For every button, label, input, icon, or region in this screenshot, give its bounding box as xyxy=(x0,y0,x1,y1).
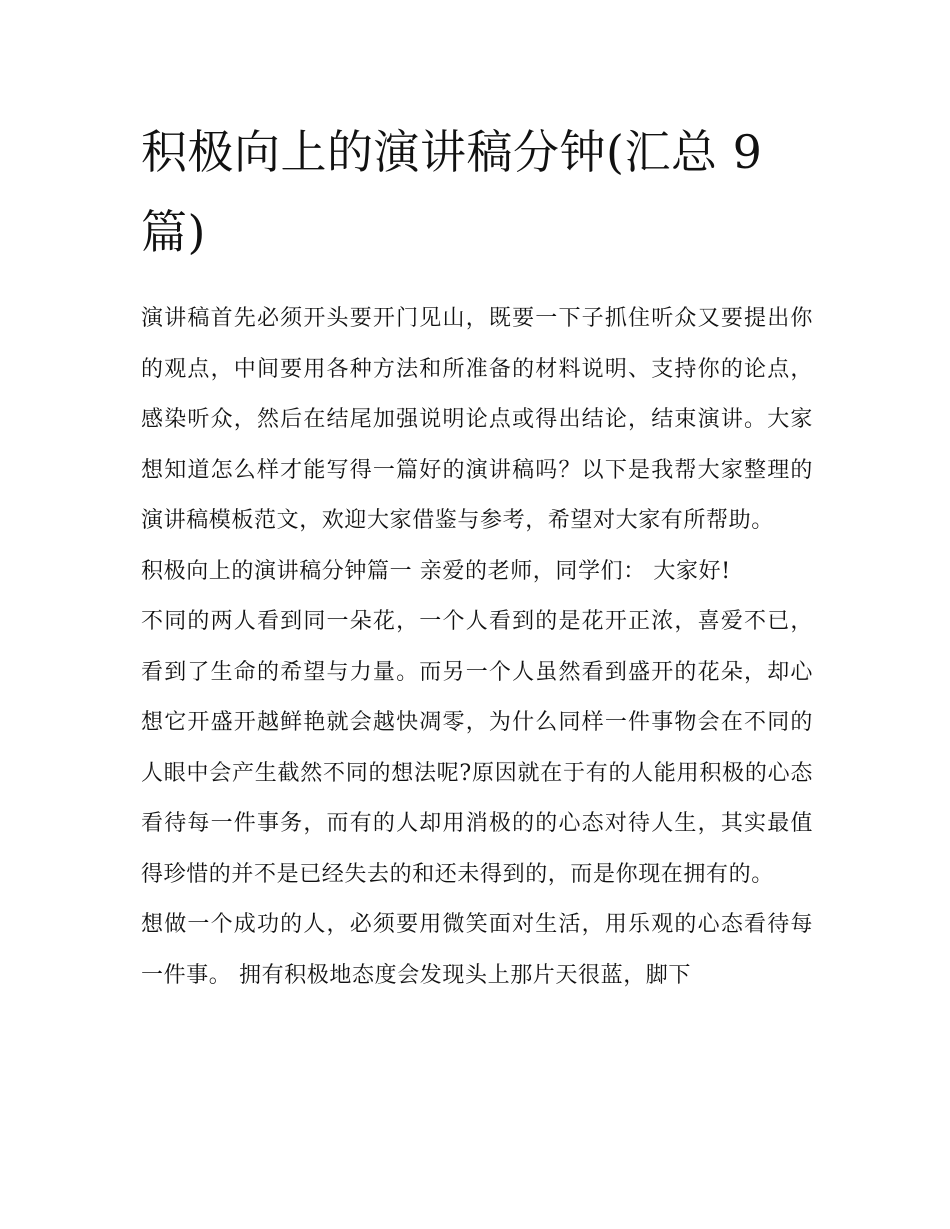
body-paragraph: 想做一个成功的人，必须要用微笑面对生活，用乐观的心态看待每一件事。 拥有积极地态度会发现头上那片天很蓝，脚下 xyxy=(141,912,813,988)
document-content xyxy=(141,112,813,1001)
intro-paragraph: 演讲稿首先必须开头要开门见山，既要一下子抓住听众又要提出你的观点，中间要用各种方法和所准备的材料说明、支持你的论点，感染听众，然后在结尾加强说明论点或得出结论，结束演讲。大家想知道怎么样才能写得一篇好的演讲稿吗？以下是我帮大家整理的演讲稿模板范文，欢迎大家借鉴与参考，希望对大家有所帮助。 xyxy=(141,306,813,533)
section-heading-paragraph: 积极向上的演讲稿分钟篇一 亲爱的老师，同学们： 大家好! xyxy=(141,558,731,584)
body-paragraph: 不同的两人看到同一朵花，一个人看到的是花开正浓，喜爱不已，看到了生命的希望与力量。而另一个人虽然看到盛开的花朵，却心想它开盛开越鲜艳就会越快凋零，为什么同样一件事物会在不同的人眼中会产生截然不同的想法呢?原因就在于有的人能用积极的心态看待每一件事务，而有的人却用消极的的心态对待人生，其实最值得珍惜的并不是已经失去的和还未得到的，而是你现在拥有的。 xyxy=(141,609,813,887)
document-title: 积极向上的演讲稿分钟(汇总 9 篇) xyxy=(141,125,763,259)
document-body xyxy=(141,294,813,1001)
